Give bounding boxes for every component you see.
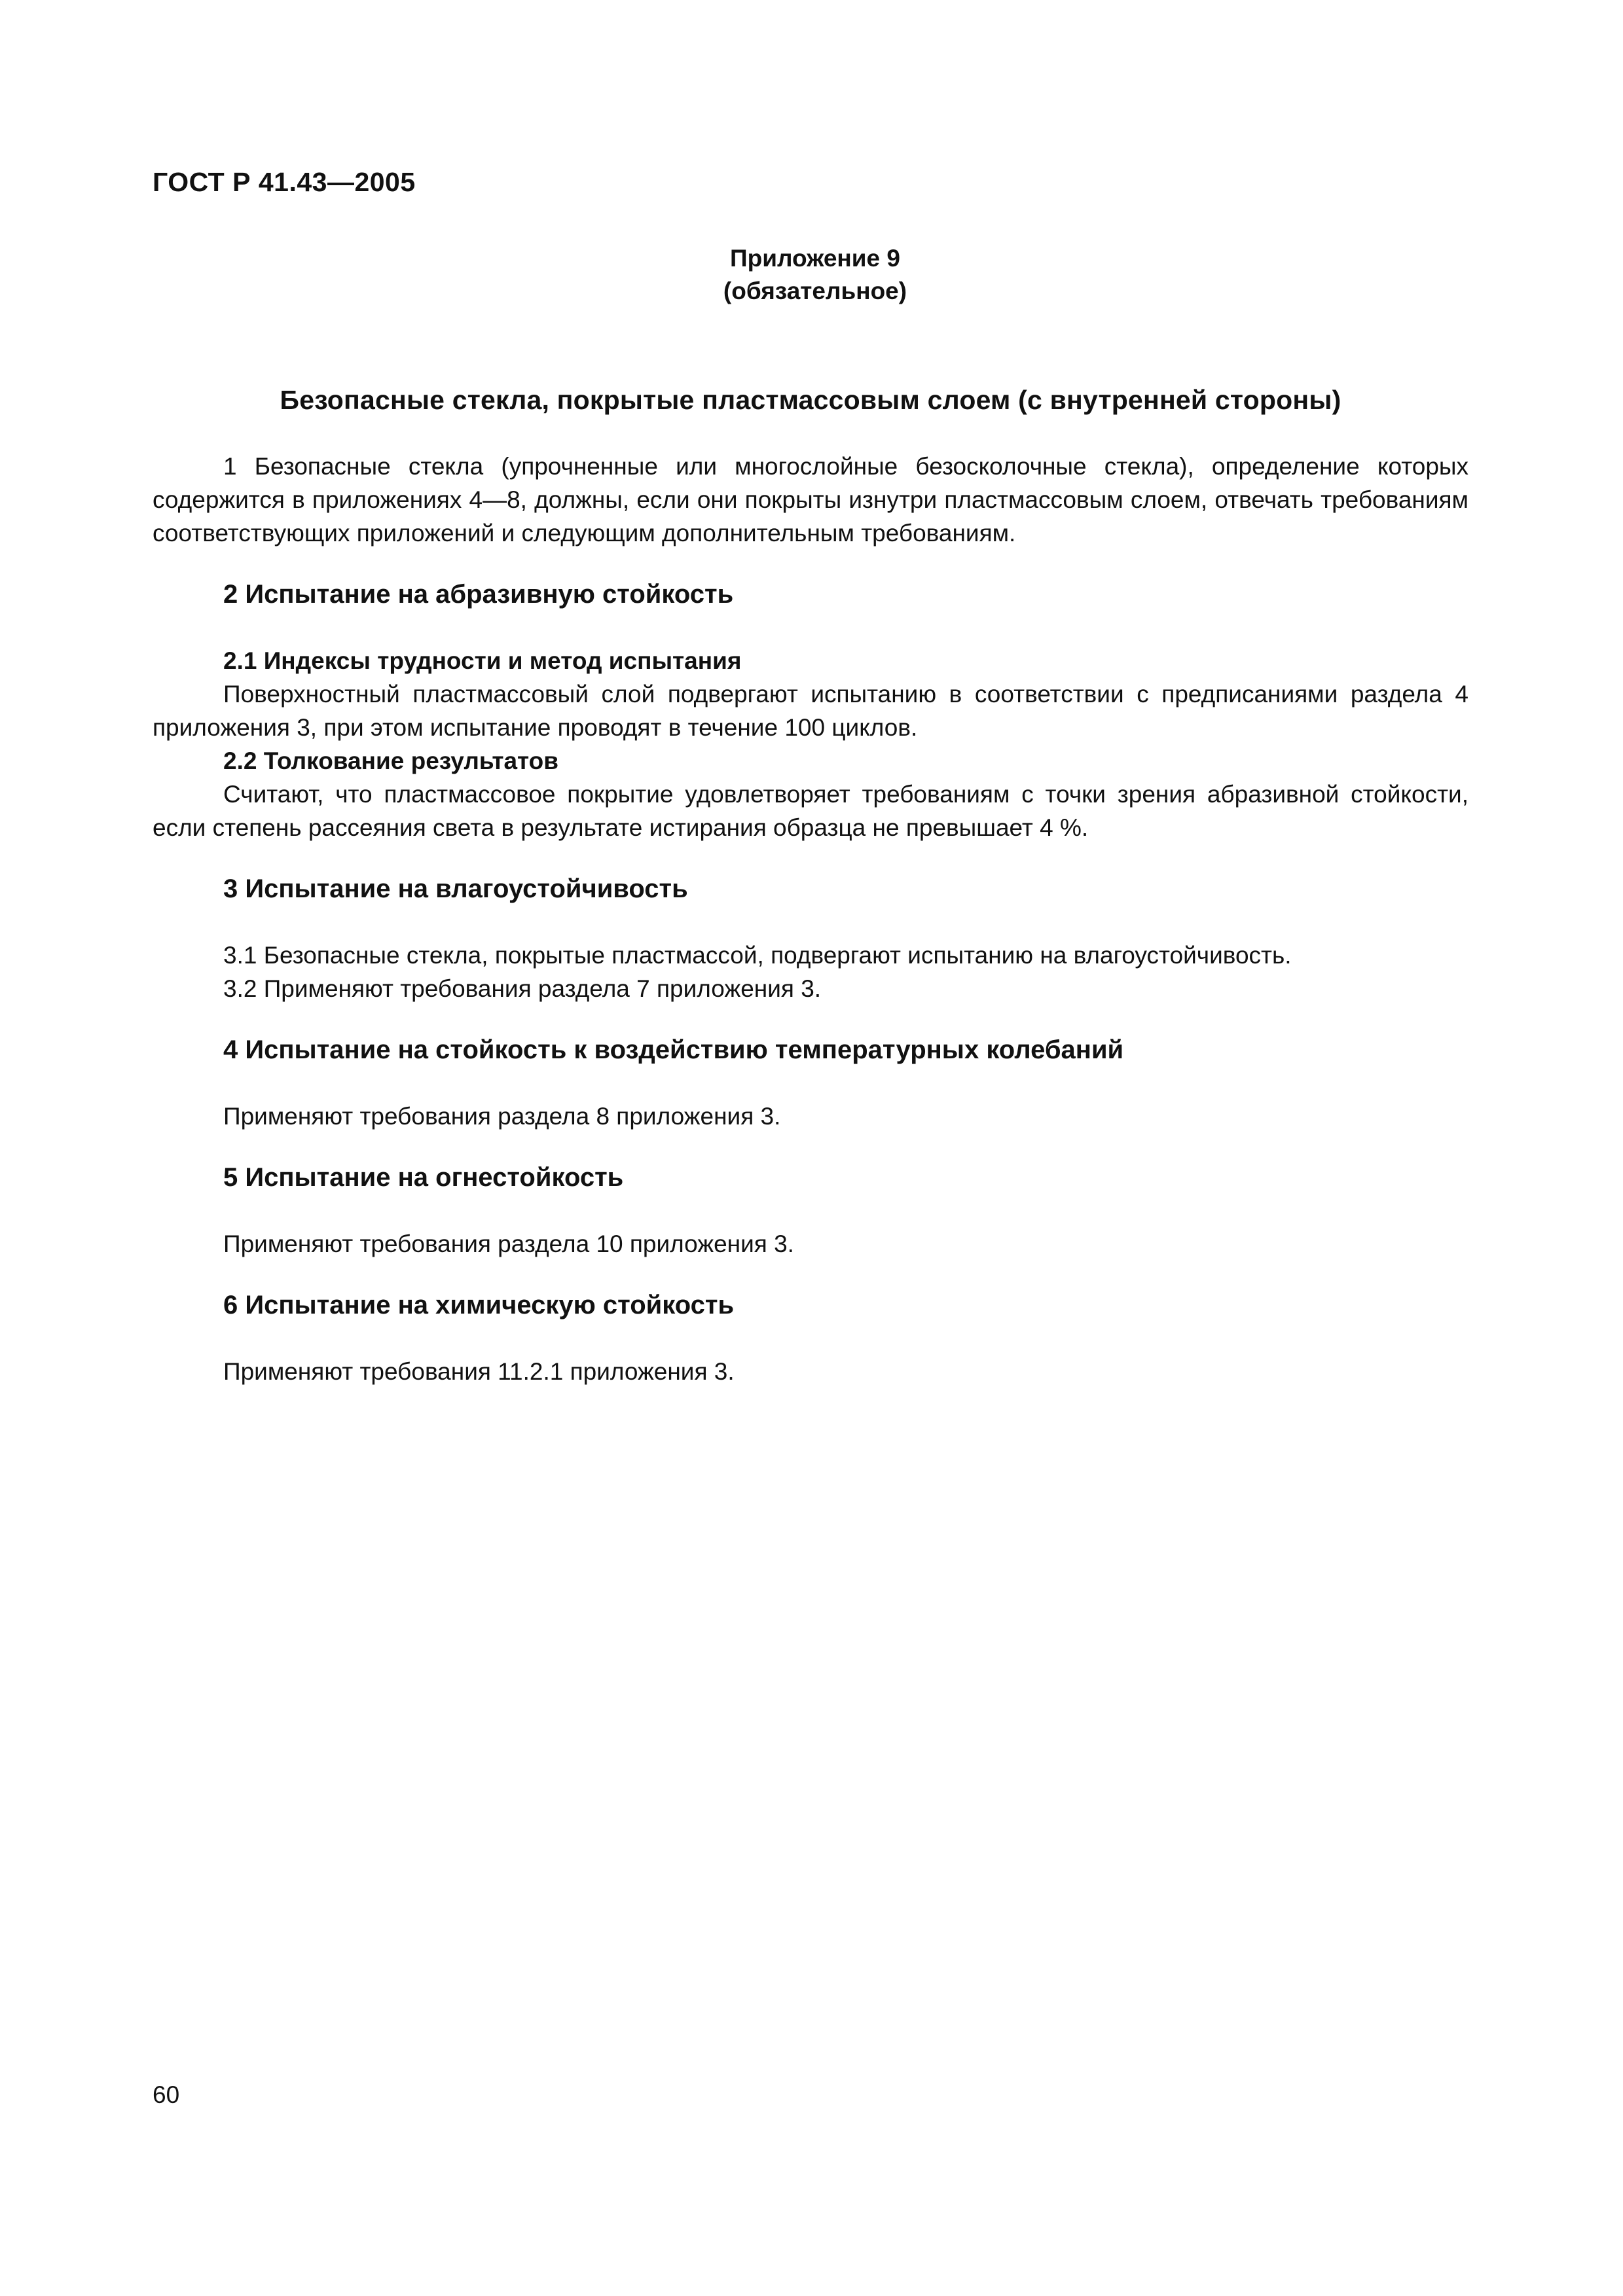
section-6-heading: 6 Испытание на химическую стойкость xyxy=(223,1291,735,1319)
annex-label: Приложение 9 xyxy=(730,245,900,272)
page-number: 60 xyxy=(153,2081,180,2108)
section-5-heading: 5 Испытание на огнестойкость xyxy=(223,1163,624,1192)
section-2-heading: 2 Испытание на абразивную стойкость xyxy=(223,580,734,609)
document-body xyxy=(153,385,1468,1388)
subsection-2-2-text: Считают, что пластмассовое покрытие удовлетворяет требованиям с точки зрения абразивной стойкости, если степень рассеяния света в результате истирания образца не превышает 4 %. xyxy=(153,781,1468,841)
section-6-text: Применяют требования 11.2.1 приложения 3. xyxy=(223,1358,735,1385)
annex-status: (обязательное) xyxy=(723,278,907,304)
intro-paragraph: 1 Безопасные стекла (упрочненные или многослойные безосколочные стекла), определение которых содержится в приложениях 4—8, должны, если они покрыты изнутри пластмассовым слоем, отвечать требованиям соответствующих приложений и следующим дополнительным требованиям. xyxy=(153,453,1468,547)
section-3-heading: 3 Испытание на влагоустойчивость xyxy=(223,874,688,903)
subsection-2-2-heading: 2.2 Толкование результатов xyxy=(223,747,559,774)
annex-title: Безопасные стекла, покрытые пластмассовым слоем (с внутренней стороны) xyxy=(280,385,1341,415)
section-4-heading: 4 Испытание на стойкость к воздействию температурных колебаний xyxy=(223,1035,1124,1064)
section-4-text: Применяют требования раздела 8 приложения 3. xyxy=(223,1103,781,1130)
document-code: ГОСТ Р 41.43—2005 xyxy=(153,167,416,197)
section-3-item-2: 3.2 Применяют требования раздела 7 приложения 3. xyxy=(223,975,822,1002)
annex-block xyxy=(655,242,976,308)
subsection-2-1-heading: 2.1 Индексы трудности и метод испытания xyxy=(223,647,742,674)
section-5-text: Применяют требования раздела 10 приложения 3. xyxy=(223,1230,794,1257)
subsection-2-1-text: Поверхностный пластмассовый слой подвергают испытанию в соответствии с предписаниями раздела 4 приложения 3, при этом испытание проводят в течение 100 циклов. xyxy=(153,681,1468,741)
section-3-item-1: 3.1 Безопасные стекла, покрытые пластмассой, подвергают испытанию на влагоустойчивость. xyxy=(223,942,1292,969)
